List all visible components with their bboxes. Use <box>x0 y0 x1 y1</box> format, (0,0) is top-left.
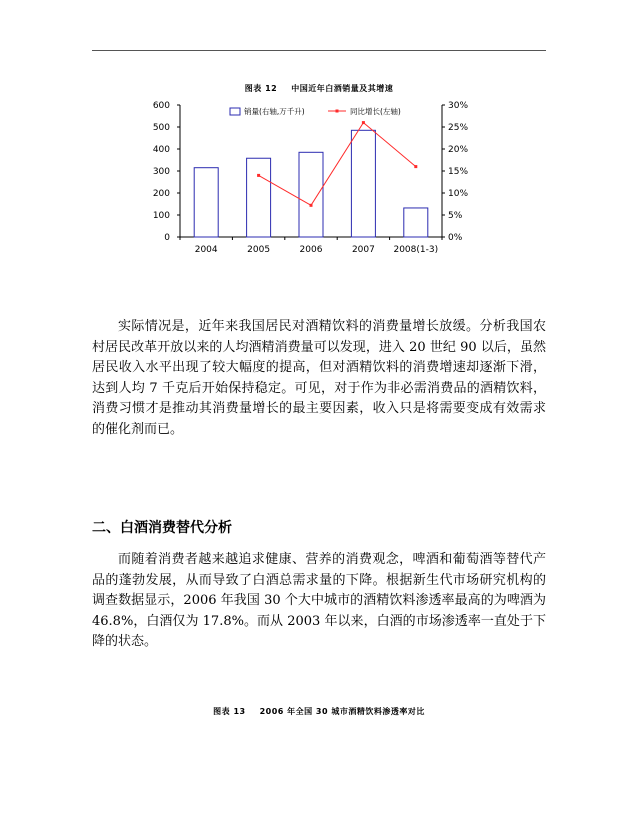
paragraph-consumption <box>92 317 546 440</box>
y-left-tick-label: 500 <box>152 123 170 133</box>
growth-point <box>414 165 417 168</box>
paragraph-substitution <box>92 550 546 653</box>
legend-line-label: 同比增长(左轴) <box>350 107 401 116</box>
x-tick-label: 2007 <box>351 245 375 255</box>
legend-bar-label: 销量(右轴,万千升) <box>244 107 305 116</box>
growth-point <box>310 204 313 207</box>
x-tick-label: 2004 <box>194 245 218 255</box>
y-left-tick-label: 200 <box>152 189 170 199</box>
figure-13-caption <box>0 706 638 717</box>
legend-bar-swatch <box>230 108 240 115</box>
figure-12-caption <box>0 83 638 94</box>
section-heading: 二、白酒消费替代分析 <box>92 520 232 536</box>
x-tick-label: 2008(1-3) <box>393 245 439 255</box>
figure-13-number: 图表 13 <box>213 707 246 716</box>
y-left-tick-label: 300 <box>152 167 170 177</box>
y-right-tick-label: 30% <box>448 101 469 111</box>
paragraph-2-text: 而随着消费者越来越追求健康、营养的消费观念，啤酒和葡萄酒等替代产品的蓬勃发展，从而导致了白酒总需求量的下降。根据新生代市场研究机构的调查数据显示，2006 年我国 30 个大中城市的酒精饮料渗透率最高的为啤酒为 46.8%，白酒仅为 17.8%。而从 2003 年以来，白酒的市场渗透率一直处于下降的状态。 <box>92 552 546 649</box>
figure-13-title: 2006 年全国 30 城市酒精饮料渗透率对比 <box>259 707 425 716</box>
chart-legend <box>230 106 401 116</box>
sales-bar <box>351 130 375 237</box>
y-right-tick-label: 20% <box>448 145 469 155</box>
chart-bars <box>194 130 428 237</box>
growth-line-path <box>259 123 416 206</box>
y-right-tick-label: 15% <box>448 167 469 177</box>
header-rule <box>92 50 546 51</box>
y-right-tick-label: 10% <box>448 189 469 199</box>
sales-bar <box>194 168 218 237</box>
growth-point <box>362 121 365 124</box>
sales-bar <box>247 158 271 237</box>
y-left-tick-label: 0 <box>164 233 170 243</box>
legend-line-marker <box>336 110 339 113</box>
y-left-tick-label: 100 <box>152 211 170 221</box>
y-right-tick-label: 0% <box>448 233 463 243</box>
y-left-tick-label: 600 <box>152 101 170 111</box>
figure-12-number: 图表 12 <box>244 84 278 93</box>
sales-growth-chart <box>140 96 480 261</box>
y-left-tick-label: 400 <box>152 145 170 155</box>
x-tick-label: 2006 <box>299 245 323 255</box>
chart-growth-line <box>257 121 417 207</box>
y-right-tick-label: 25% <box>448 123 469 133</box>
growth-point <box>257 174 260 177</box>
figure-12-title: 中国近年白酒销量及其增速 <box>291 84 394 93</box>
x-tick-label: 2005 <box>247 245 271 255</box>
y-right-tick-label: 5% <box>448 211 463 221</box>
sales-bar <box>299 152 323 237</box>
paragraph-1-text: 实际情况是，近年来我国居民对酒精饮料的消费量增长放缓。分析我国农村居民改革开放以来的人均酒精消费量可以发现，进入 20 世纪 90 以后，虽然居民收入水平出现了较大幅度的提高，但对酒精饮料的消费增速却逐渐下滑，达到人均 7 千克后开始保持稳定。可见，对于作为非必需消费品的酒精饮料，消费习惯才是推动其消费量增长的最主要因素，收入只是将需要变成有效需求的催化剂而已。 <box>92 319 546 437</box>
sales-bar <box>404 208 428 237</box>
